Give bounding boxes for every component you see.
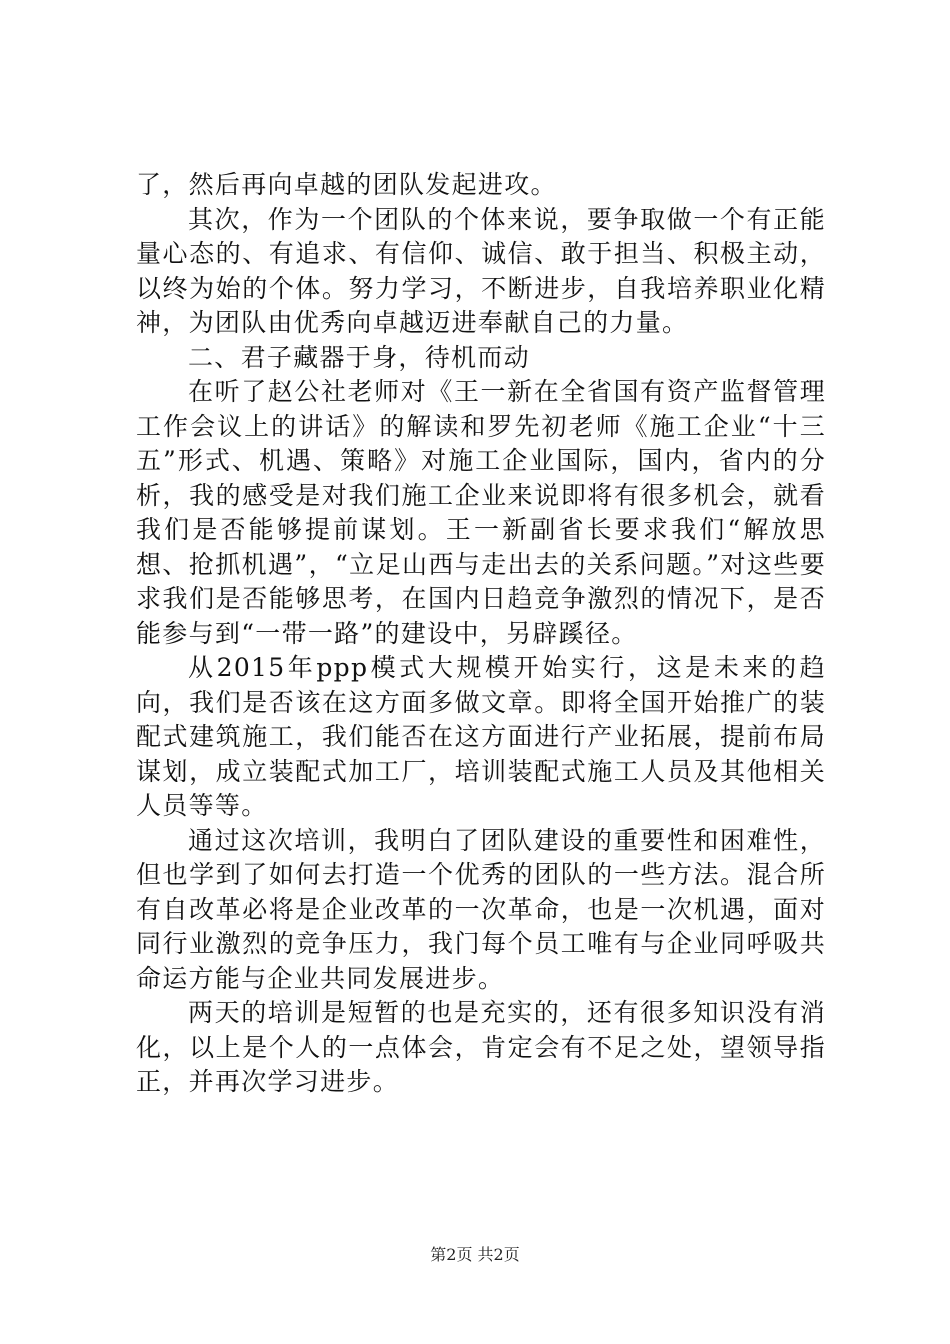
section-heading: 二、君子藏器于身，待机而动: [188, 342, 530, 372]
paragraph-continuation: 了，然后再向卓越的团队发起进攻。: [136, 170, 557, 199]
paragraph-ppp-model: 从2015年ppp模式大规模开始实行，这是未来的趋向，我们是否该在这方面多做文章。即将全国开始推广的装配式建筑施工，我们能否在这方面进行产业拓展，提前布局谋划，成立装配式加工厂，培训装配式施工人员及其他相关人员等等。: [136, 653, 826, 820]
paragraph-opportunities: 在听了赵公社老师对《王一新在全省国有资产监督管理工作会议上的讲话》的解读和罗先初老师《施工企业“十三五”形式、机遇、策略》对施工企业国际，国内，省内的分析，我的感受是对我们施工企业来说即将有很多机会，就看我们是否能够提前谋划。王一新副省长要求我们“解放思想、抢抓机遇”，“立足山西与走出去的关系问题。”对这些要求我们是否能够思考，在国内日趋竞争激烈的情况下，是否能参与到“一带一路”的建设中，另辟蹊径。: [136, 377, 826, 648]
paragraph-team-building: 通过这次培训，我明白了团队建设的重要性和困难性，但也学到了如何去打造一个优秀的团队的一些方法。混合所有自改革必将是企业改革的一次革命，也是一次机遇，面对同行业激烈的竞争压力，我门每个员工唯有与企业同呼吸共命运方能与企业共同发展进步。: [136, 825, 826, 993]
paragraph-conclusion: 两天的培训是短暂的也是充实的，还有很多知识没有消化，以上是个人的一点体会，肯定会有不足之处，望领导指正，并再次学习进步。: [136, 998, 826, 1096]
paragraph-individual-role: 其次，作为一个团队的个体来说，要争取做一个有正能量心态的、有追求、有信仰、诚信、敢于担当、积极主动，以终为始的个体。努力学习，不断进步，自我培养职业化精神，为团队由优秀向卓越迈进奉献自己的力量。: [136, 204, 826, 337]
page-number-footer: 第2页 共2页: [430, 1245, 520, 1264]
document-body: [136, 168, 826, 1100]
